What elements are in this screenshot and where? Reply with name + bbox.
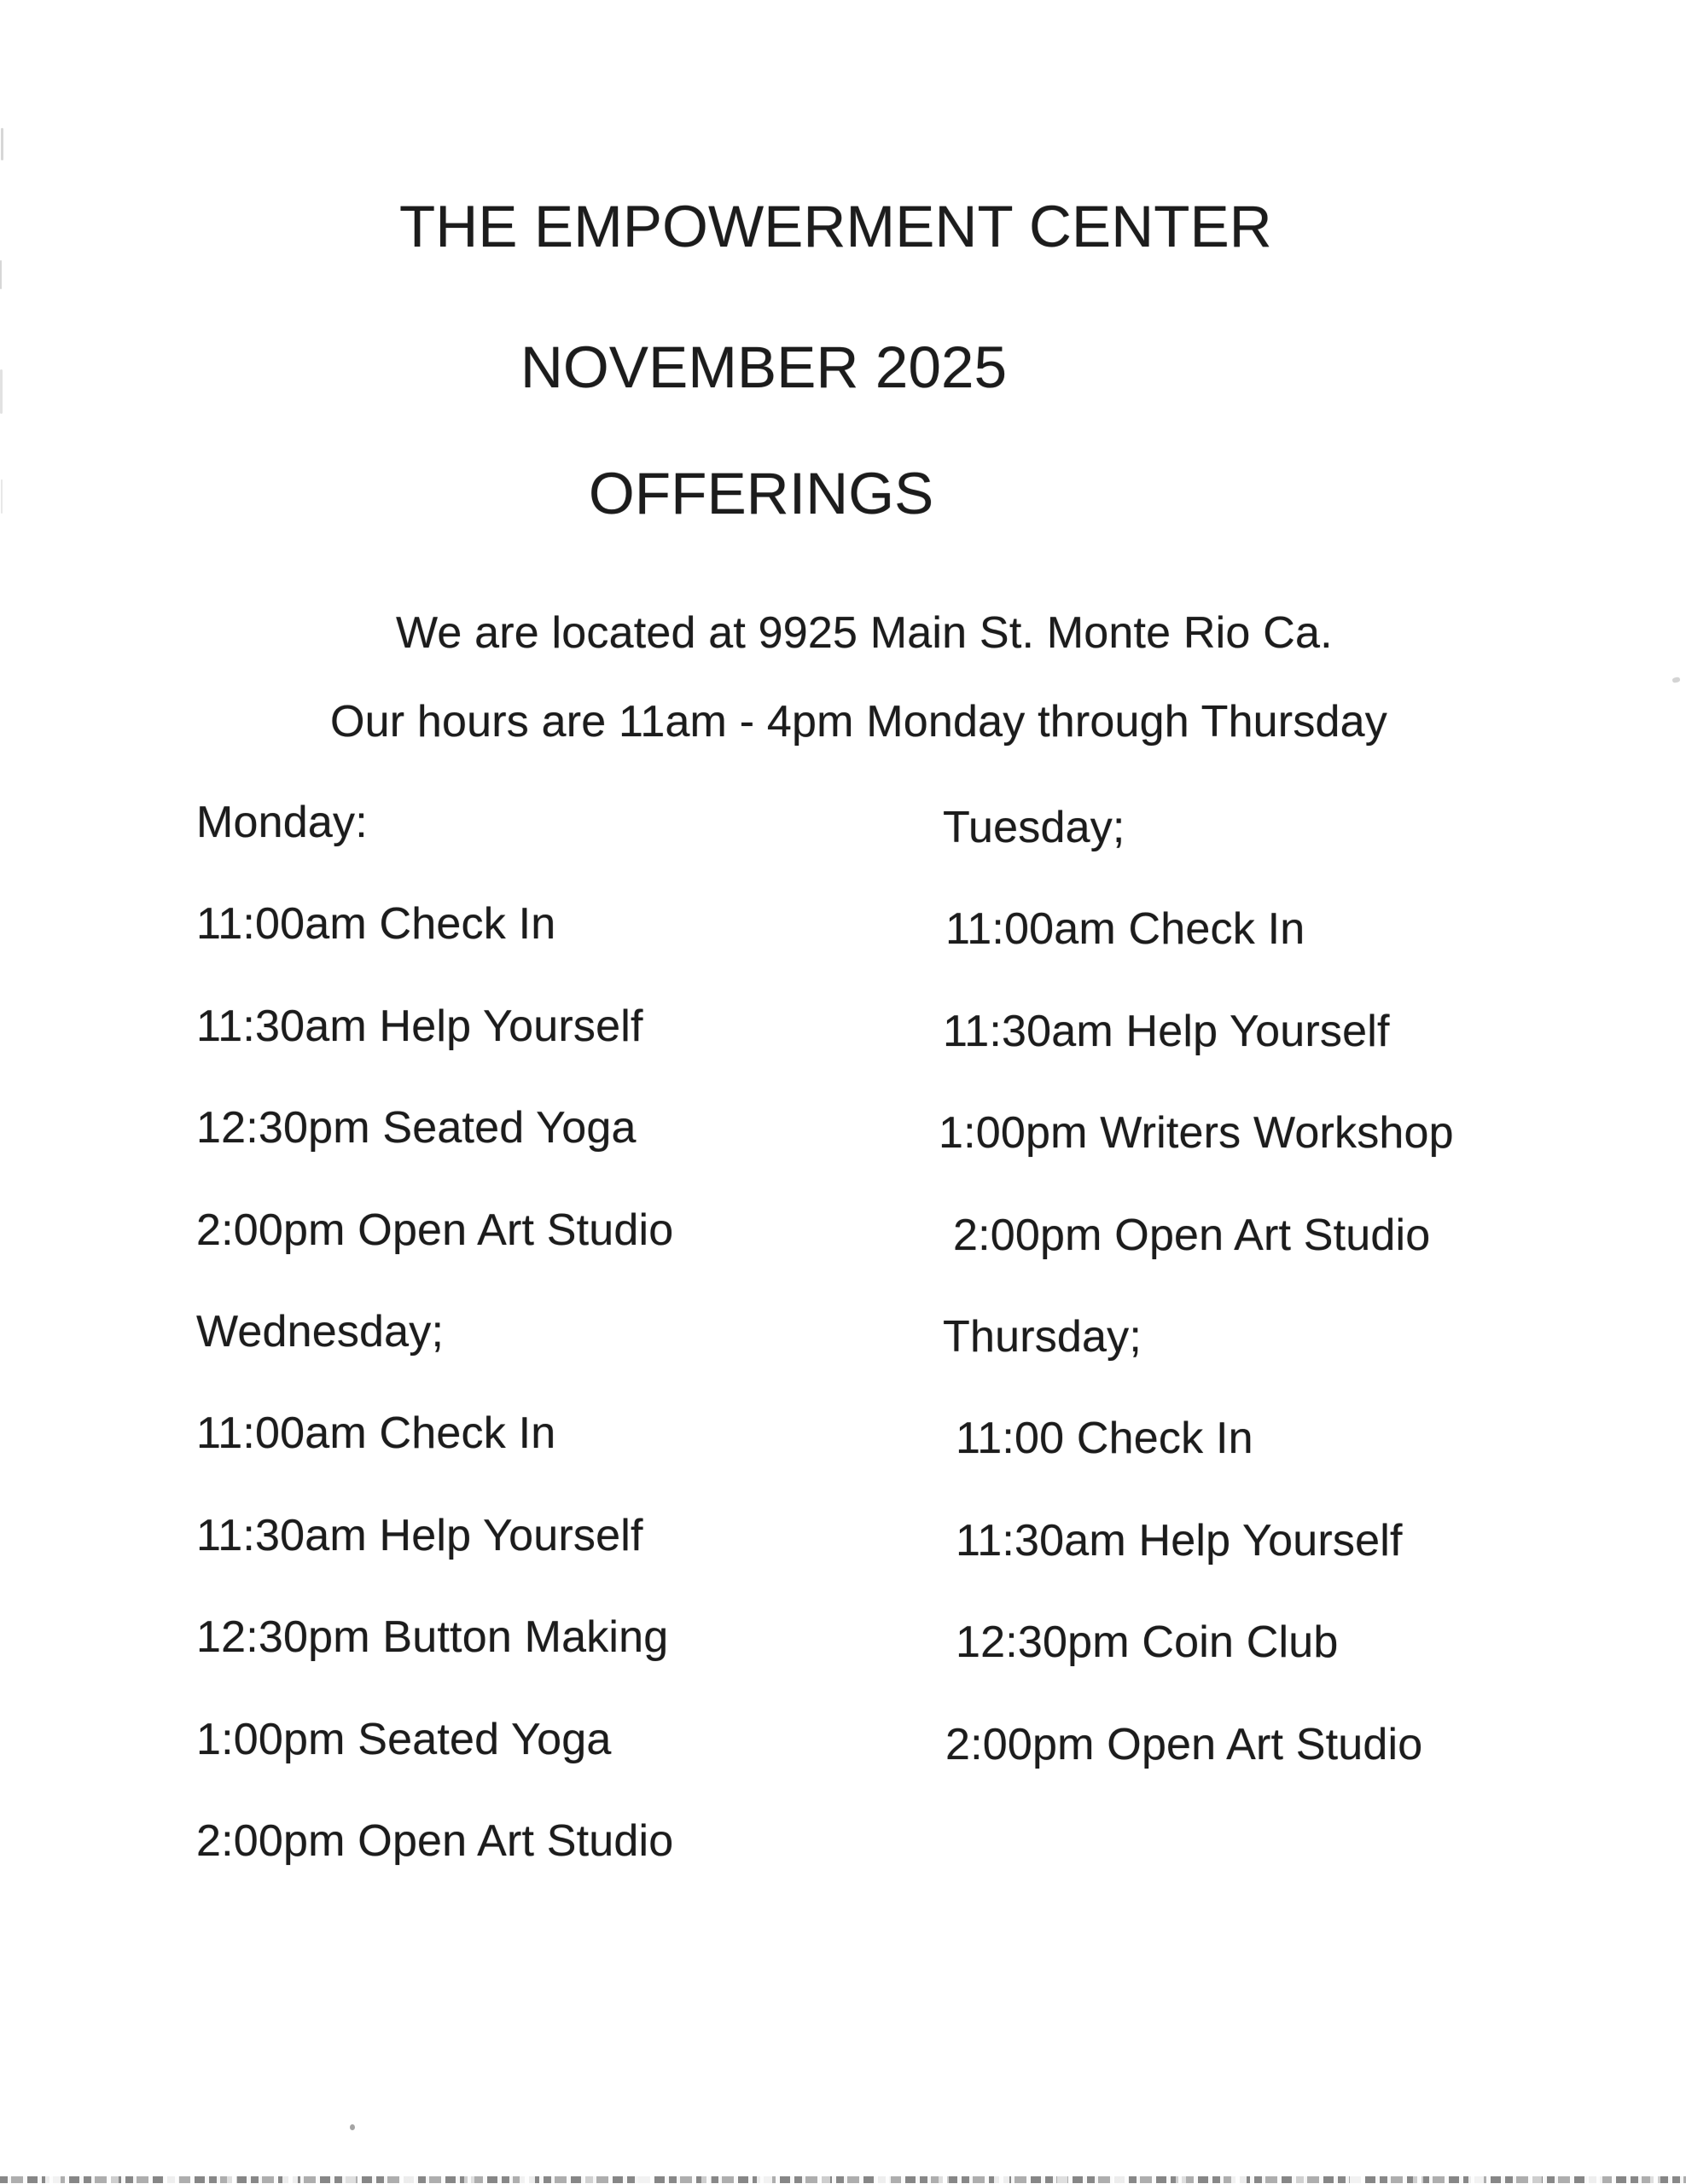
schedule-item: 11:00am Check In	[196, 1409, 556, 1458]
schedule-item: 2:00pm Open Art Studio	[196, 1816, 674, 1866]
scan-speck	[1671, 677, 1680, 683]
flyer-hours-line: Our hours are 11am - 4pm Monday through Thursday	[330, 697, 1387, 746]
day-header-monday: Monday:	[196, 798, 368, 847]
day-header-wednesday: Wednesday;	[196, 1307, 445, 1356]
schedule-item: 2:00pm Open Art Studio	[196, 1205, 674, 1255]
schedule-item: 11:30am Help Yourself	[196, 1002, 643, 1051]
schedule-item: 2:00pm Open Art Studio	[945, 1720, 1423, 1769]
scan-speck	[350, 2124, 355, 2130]
day-header-tuesday: Tuesday;	[943, 803, 1125, 852]
scan-edge-mark	[0, 369, 3, 414]
scan-edge-mark	[1, 479, 3, 514]
schedule-item: 11:30am Help Yourself	[943, 1007, 1390, 1056]
flyer-offerings-line: OFFERINGS	[589, 461, 934, 526]
schedule-item: 1:00pm Writers Workshop	[939, 1108, 1454, 1158]
schedule-item: 11:30am Help Yourself	[956, 1516, 1403, 1565]
schedule-item: 12:30pm Seated Yoga	[196, 1103, 637, 1153]
schedule-item: 11:00 Check In	[956, 1414, 1253, 1463]
schedule-item: 12:30pm Coin Club	[956, 1618, 1339, 1667]
scan-edge-mark	[1, 128, 3, 160]
scan-noise-bottom-band	[0, 2176, 1686, 2183]
schedule-item: 1:00pm Seated Yoga	[196, 1715, 612, 1764]
schedule-item: 11:30am Help Yourself	[196, 1511, 643, 1560]
schedule-item: 11:00am Check In	[945, 904, 1305, 954]
scan-edge-mark	[0, 260, 2, 289]
flyer-month-line: NOVEMBER 2025	[520, 334, 1008, 400]
flyer-title-line: THE EMPOWERMENT CENTER	[399, 194, 1272, 259]
schedule-item: 2:00pm Open Art Studio	[953, 1211, 1431, 1260]
schedule-item: 12:30pm Button Making	[196, 1612, 669, 1662]
day-header-thursday: Thursday;	[943, 1312, 1142, 1362]
schedule-item: 11:00am Check In	[196, 899, 556, 949]
flyer-location-line: We are located at 9925 Main St. Monte Rio Ca.	[396, 608, 1333, 658]
